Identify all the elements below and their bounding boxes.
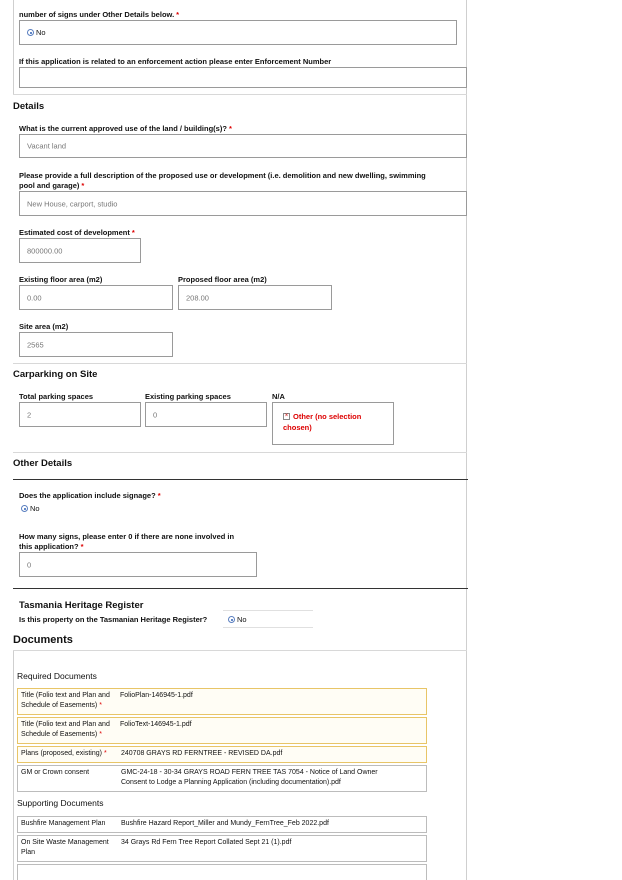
supporting-doc-row[interactable] (17, 816, 427, 833)
required-marker: * (99, 731, 102, 738)
required-doc-row[interactable] (17, 688, 427, 715)
existing-floor-value: 0.00 (27, 293, 42, 302)
na-other-text-line2: chosen) (283, 423, 312, 432)
proposed-floor-value: 208.00 (186, 293, 209, 302)
signs-note-label (19, 10, 179, 19)
existing-parking-input[interactable] (145, 402, 267, 427)
documents-heading: Documents (13, 634, 73, 646)
radio-icon[interactable] (228, 616, 235, 623)
required-marker: * (176, 10, 180, 19)
radio-icon[interactable] (27, 29, 34, 36)
existing-floor-label: Existing floor area (m2) (19, 275, 103, 284)
signage-radio-group (21, 504, 40, 513)
doc-label-line2: Plan (21, 849, 36, 856)
doc-label-line1: Title (Folio text and Plan and (21, 721, 110, 728)
carparking-heading: Carparking on Site (13, 369, 98, 380)
signs-note-radio-label: No (36, 28, 46, 38)
required-doc-row[interactable] (17, 765, 427, 792)
current-use-input[interactable] (19, 134, 467, 158)
total-parking-label: Total parking spaces (19, 392, 94, 401)
description-label-line2-text: pool and garage) (19, 181, 80, 190)
cost-label (19, 228, 135, 237)
supporting-doc-row[interactable] (17, 864, 427, 880)
doc-label (21, 749, 107, 759)
signs-count-input[interactable] (19, 552, 257, 577)
required-doc-row[interactable] (17, 717, 427, 744)
heritage-radio-group (223, 610, 313, 628)
cost-label-text: Estimated cost of development (19, 228, 130, 237)
enforcement-label: If this application is related to an enforcement action please enter Enforcement Number (19, 57, 332, 66)
heritage-question: Is this property on the Tasmanian Heritage Register? (19, 615, 208, 624)
na-label: N/A (272, 392, 285, 401)
radio-icon[interactable] (21, 505, 28, 512)
signage-radio-label: No (30, 504, 40, 514)
total-parking-value: 2 (27, 410, 32, 419)
existing-floor-input[interactable] (19, 285, 173, 310)
doc-label-line1: Plans (proposed, existing) (21, 750, 102, 757)
doc-file-link[interactable]: 34 Grays Rd Fern Tree Report Collated Sept 21 (1).pdf (121, 839, 292, 846)
doc-file-link[interactable]: FolioPlan-146945-1.pdf (120, 692, 193, 699)
doc-file-line1: GMC-24-18 - 30-34 GRAYS ROAD FERN TREE TAS 7054 - Notice of Land Owner (121, 769, 378, 776)
proposed-floor-input[interactable] (178, 285, 332, 310)
na-selection-box[interactable] (272, 402, 394, 445)
required-documents-heading: Required Documents (17, 671, 97, 681)
current-use-value: Vacant land (27, 141, 67, 151)
required-marker: * (80, 542, 84, 551)
required-marker: * (228, 124, 232, 133)
current-use-label (19, 124, 232, 133)
details-heading: Details (13, 101, 45, 112)
proposed-floor-label: Proposed floor area (m2) (178, 275, 267, 284)
current-use-label-text: What is the current approved use of the land / building(s)? (19, 124, 227, 133)
description-input[interactable] (19, 191, 467, 216)
description-label-line1: Please provide a full description of the proposed use or development (i.e. demolition and new dwelling, swimming (19, 171, 426, 180)
signs-count-value: 0 (27, 560, 32, 569)
cost-input[interactable] (19, 238, 141, 263)
doc-label-line1: On Site Waste Management (21, 839, 109, 846)
required-marker: * (81, 181, 85, 190)
doc-file-link[interactable]: FolioText-146945-1.pdf (120, 721, 192, 728)
existing-parking-label: Existing parking spaces (145, 392, 231, 401)
error-x-icon: × (284, 413, 289, 419)
doc-file-link[interactable] (121, 768, 378, 788)
doc-label-line2: Schedule of Easements) (21, 731, 98, 738)
doc-label (21, 838, 109, 858)
doc-file-line2: Consent to Lodge a Planning Application (including documentation).pdf (121, 779, 341, 786)
required-marker: * (131, 228, 135, 237)
enforcement-number-input[interactable] (19, 67, 467, 88)
signs-count-label-line2 (19, 542, 84, 551)
signs-count-label-line1: How many signs, please enter 0 if there are none involved in (19, 532, 235, 541)
doc-file-link[interactable]: Bushfire Hazard Report_Miller and Mundy_FernTree_Feb 2022.pdf (121, 820, 329, 827)
other-details-heading: Other Details (13, 458, 73, 469)
required-marker: * (103, 750, 107, 757)
site-area-input[interactable] (19, 332, 173, 357)
doc-label-line1: GM or Crown consent (21, 769, 90, 776)
heritage-heading: Tasmania Heritage Register (19, 600, 144, 611)
supporting-documents-heading: Supporting Documents (17, 798, 104, 808)
doc-label (21, 720, 110, 740)
required-marker: * (157, 491, 161, 500)
na-other-text-line1: Other (no selection (293, 412, 362, 421)
existing-parking-value: 0 (153, 410, 158, 419)
doc-file-link[interactable]: 240708 GRAYS RD FERNTREE - REVISED DA.pdf (121, 750, 283, 757)
signage-label-text: Does the application include signage? (19, 491, 156, 500)
site-area-label: Site area (m2) (19, 322, 69, 331)
cost-value: 800000.00 (27, 246, 63, 255)
required-marker: * (99, 702, 102, 709)
doc-label-line1: Title (Folio text and Plan and (21, 692, 110, 699)
signs-note-text: number of signs under Other Details below. (19, 10, 175, 19)
signs-note-radio-group (19, 20, 457, 45)
site-area-value: 2565 (27, 340, 44, 349)
supporting-doc-row[interactable] (17, 835, 427, 862)
description-label-line2 (19, 181, 84, 190)
total-parking-input[interactable] (19, 402, 141, 427)
heritage-radio-label: No (237, 615, 247, 625)
description-value: New House, carport, studio (27, 199, 118, 208)
doc-label-line1: Bushfire Management Plan (21, 820, 106, 827)
doc-label-line2: Schedule of Easements) (21, 702, 98, 709)
signage-label (19, 491, 161, 500)
signs-count-label-line2-text: this application? (19, 542, 79, 551)
required-doc-row[interactable] (17, 746, 427, 763)
doc-label (21, 691, 110, 711)
